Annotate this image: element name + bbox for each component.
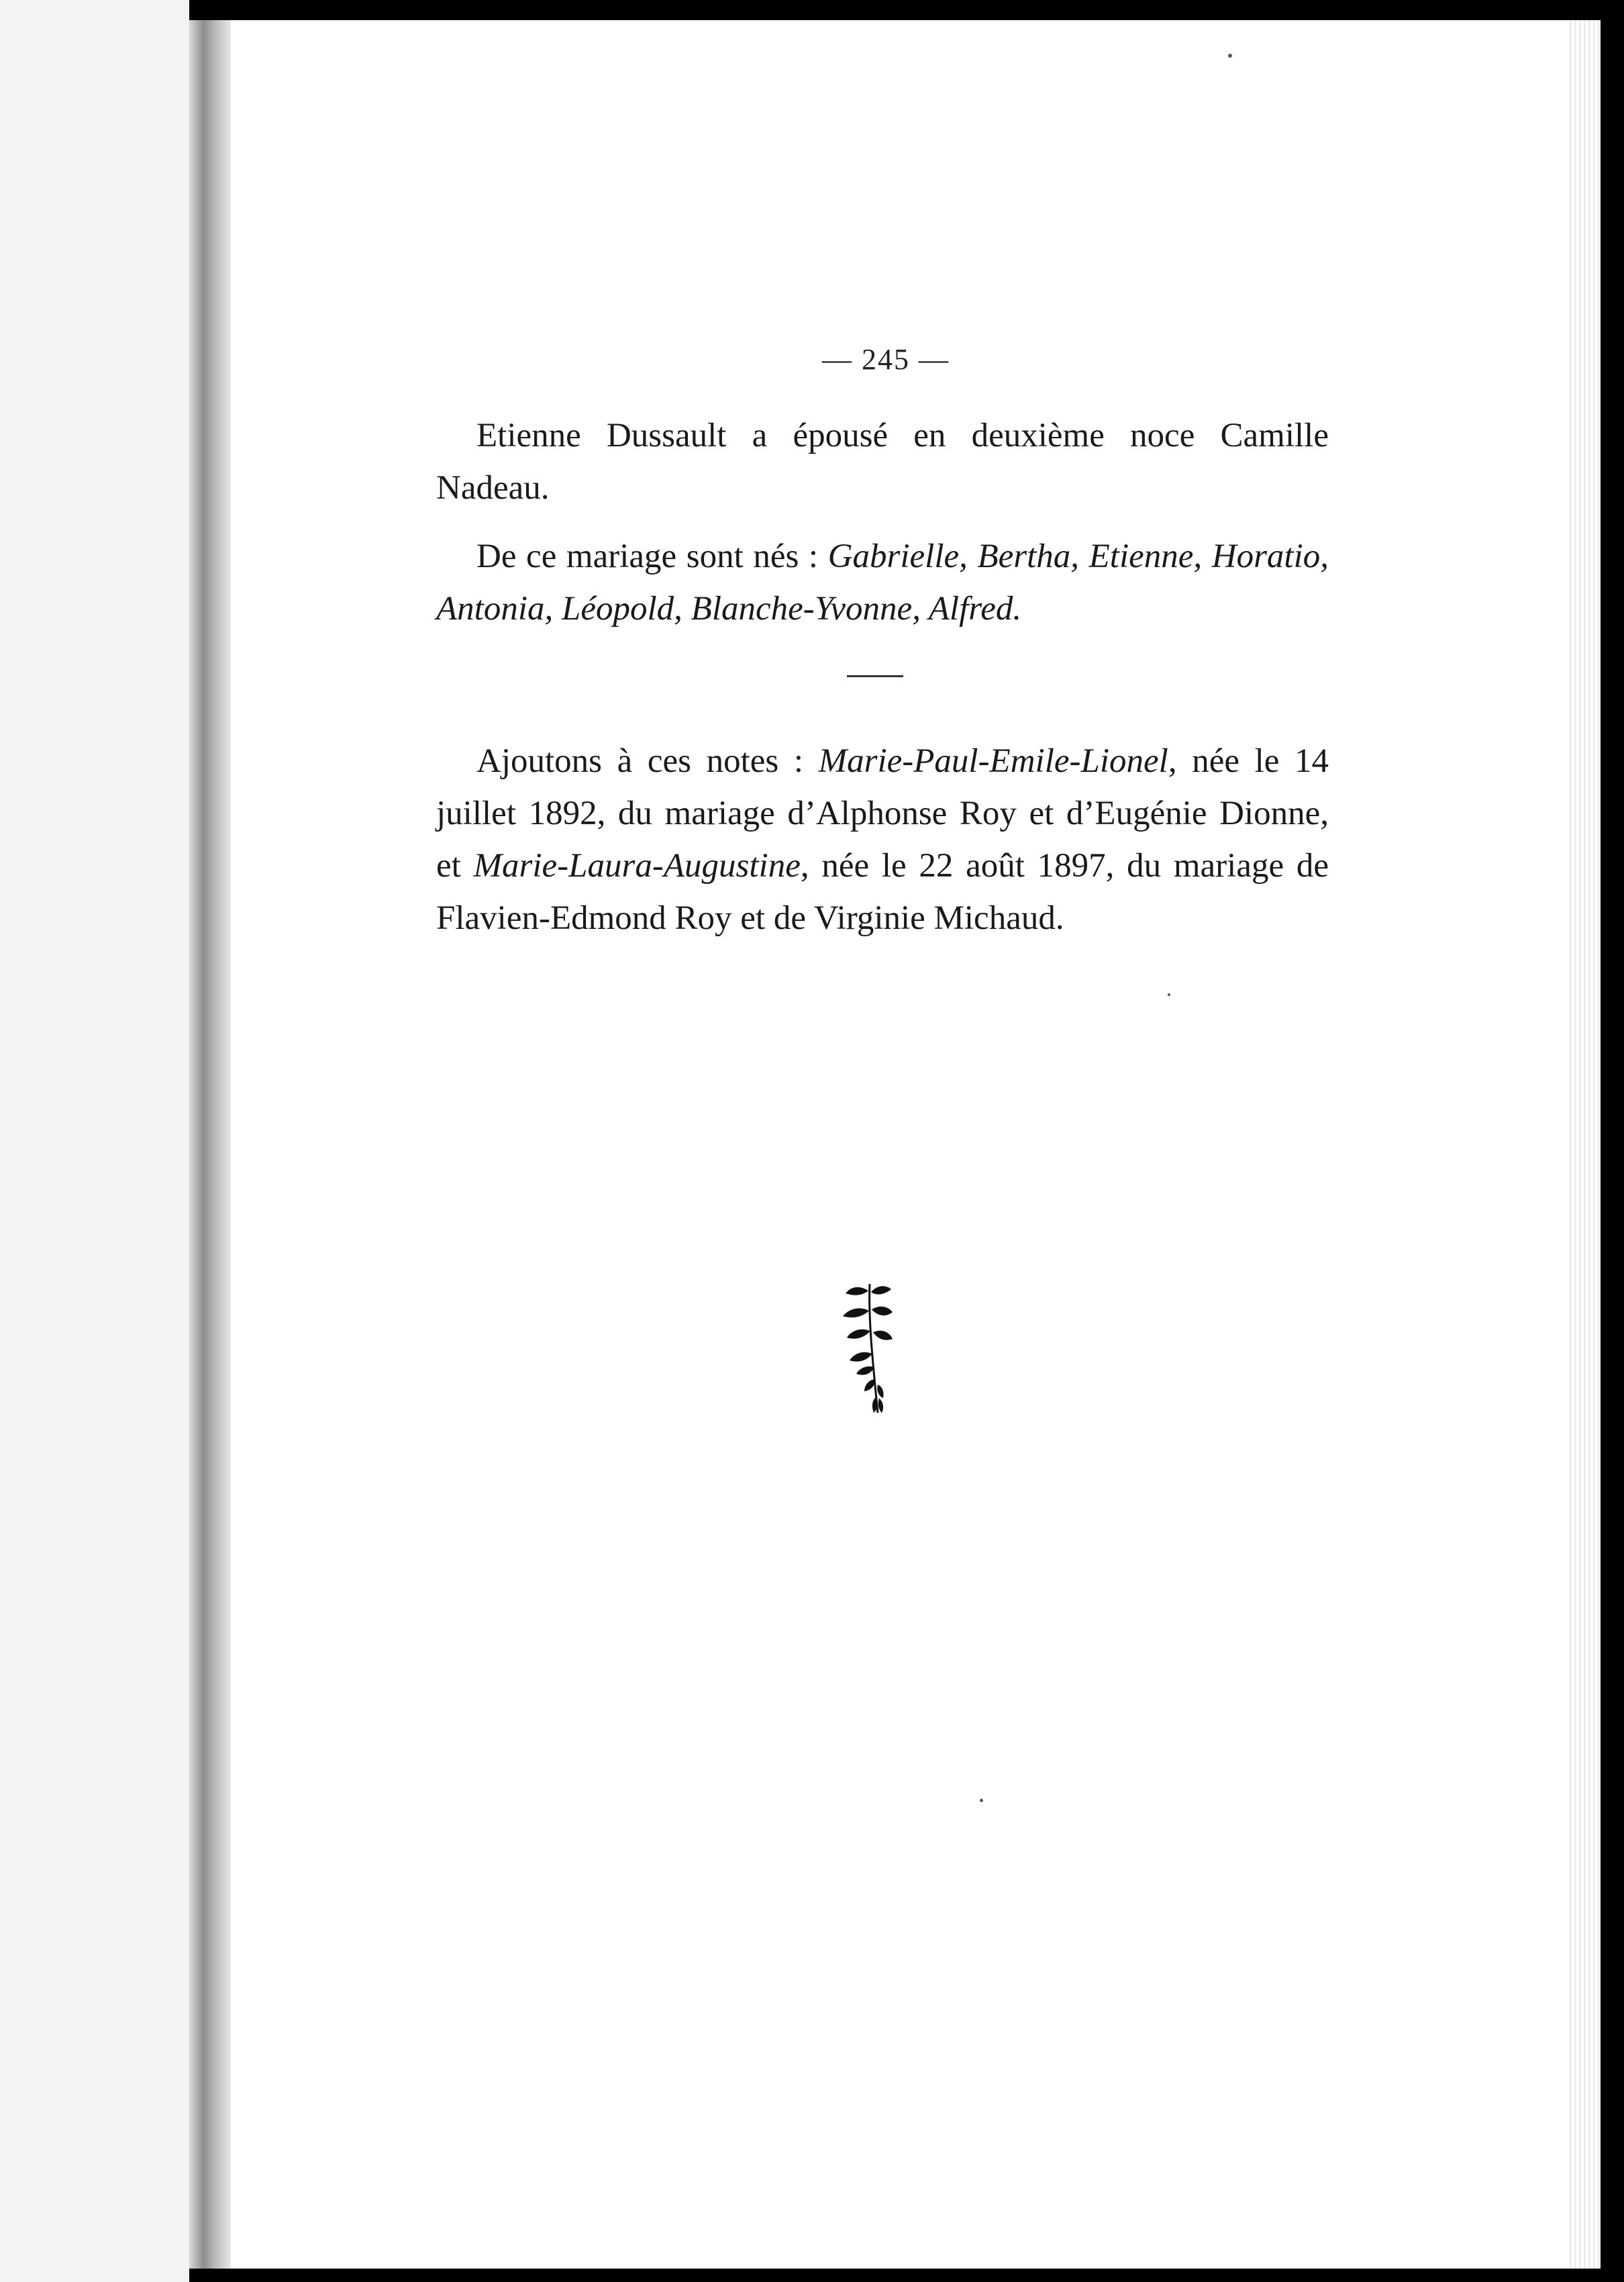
paragraph-addendum bbox=[436, 735, 1329, 944]
scan-border bbox=[1601, 0, 1624, 2282]
page-number: — 245 — bbox=[822, 343, 950, 376]
addendum-name-1: Marie-Paul-Emile-Lionel bbox=[818, 742, 1168, 780]
speck bbox=[1228, 54, 1232, 58]
page-edges bbox=[1567, 20, 1601, 2269]
addendum-text-3: , née le 22 août 1897, du mariage de Flavien-Edmond Roy et de Virginie Michaud. bbox=[436, 847, 1329, 937]
book-gutter bbox=[189, 20, 231, 2269]
paragraph-remarriage bbox=[436, 409, 1329, 514]
speck bbox=[980, 1799, 983, 1802]
addendum-name-2: Marie-Laura-Augustine bbox=[473, 847, 801, 885]
paragraph-children bbox=[436, 530, 1329, 635]
left-page-edge bbox=[0, 0, 189, 2282]
children-names: Gabrielle, Bertha, Etienne, Horatio, Antonia, Léopold, Blanche-Yvonne, Alfred. bbox=[436, 538, 1329, 628]
oak-sprig-fleuron-icon bbox=[838, 1279, 898, 1420]
addendum-text-2: , née le 14 juillet 1892, du mariage d’Alphonse Roy et d’Eugénie Dionne, et bbox=[436, 742, 1329, 885]
paragraph-text: Etienne Dussault a épousé en deuxième noce Camille Nadeau. bbox=[436, 417, 1329, 507]
addendum-text-1: Ajoutons à ces notes : bbox=[476, 742, 819, 780]
section-divider bbox=[847, 675, 903, 677]
speck bbox=[1168, 993, 1170, 996]
children-lead-text: De ce mariage sont nés : bbox=[476, 538, 828, 575]
